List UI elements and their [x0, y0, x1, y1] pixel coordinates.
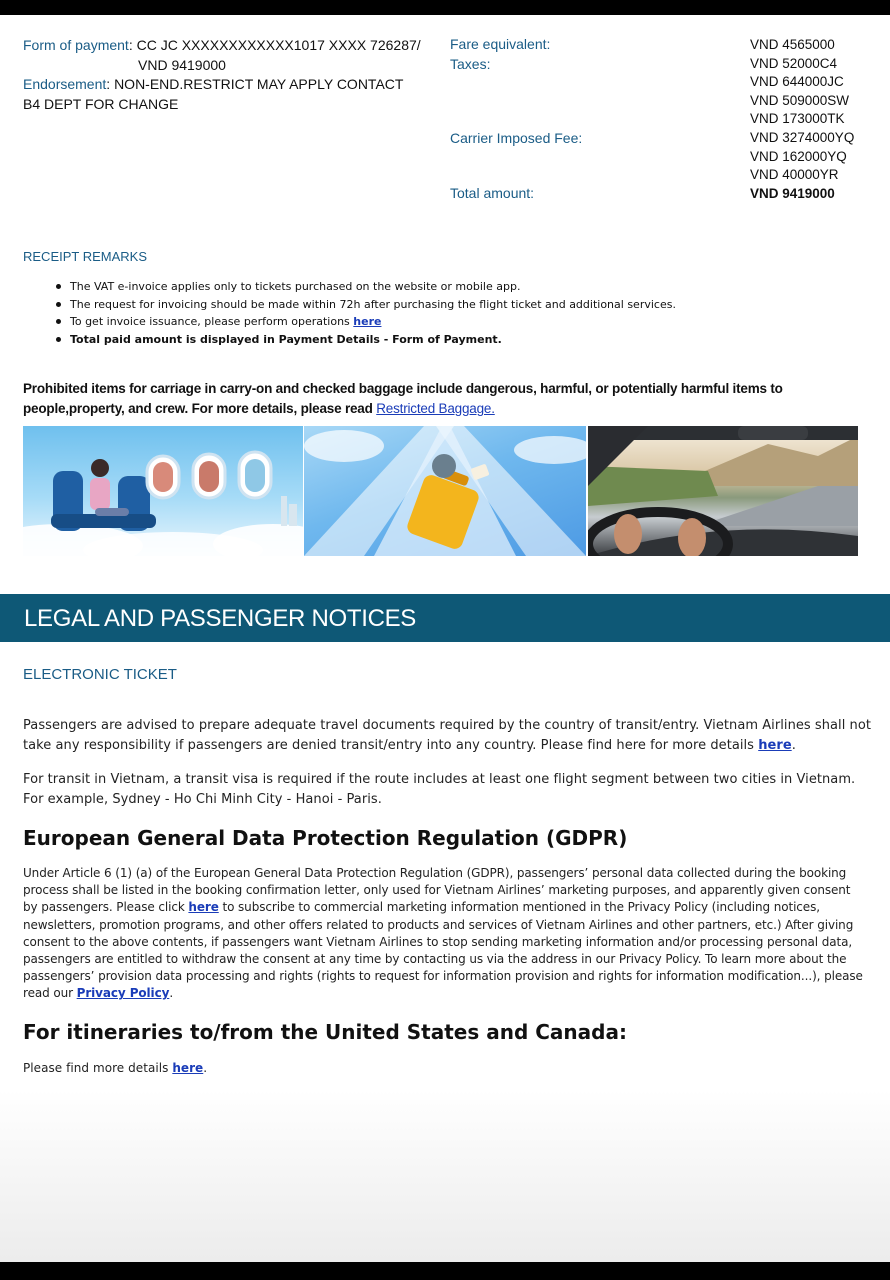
total-amount-label: Total amount: [450, 185, 535, 201]
restricted-baggage-link[interactable]: Restricted Baggage. [376, 401, 495, 416]
gdpr-text-b: to subscribe to commercial marketing information mentioned in the Privacy Policy (including notices, newsletters, promotion programs, and other offers related to products and services of Vietnam Airlines and other partners, etc.) After giving consent to the above contents, if passengers want Vietnam Airlines to stop sending marketing information and/or processing personal data, passengers are entitled to withdraw the consent at any time by contacting us via the address in our Privacy Policy. To learn more about the passengers’ provision data processing and rights (rights to request for information provision and rights for information modification...), please read our [23, 900, 863, 1001]
banner-cabin-image [23, 426, 303, 556]
banner-driving-image [588, 426, 858, 556]
page-bottom-fade [0, 1090, 890, 1262]
carrier-fee-amount: VND 3274000YQ [750, 129, 855, 145]
endorsement-row: Endorsement: NON-END.RESTRICT MAY APPLY CONTACT [23, 76, 404, 92]
form-of-payment-label: Form of payment [23, 37, 129, 53]
invoice-text: To get invoice issuance, please perform operations [70, 315, 350, 328]
transit-visa-paragraph: For transit in Vietnam, a transit visa is required if the route includes at least one flight segment between two cities in Vietnam. For example, Sydney - Ho Chi Minh City - Hanoi - Paris. [23, 772, 856, 807]
banner-luggage-image [304, 426, 586, 556]
form-of-payment-value-2: VND 9419000 [138, 56, 226, 73]
fare-amount: VND 4565000 [750, 37, 835, 52]
carrier-fee-amount: VND 162000YQ [750, 148, 847, 164]
list-item: Total paid amount is displayed in Payment Details - Form of Payment. [70, 331, 676, 349]
tax-amount: VND 644000JC [750, 74, 844, 90]
prohibited-items-notice [23, 379, 868, 419]
carrier-fee-amount: VND 40000YR [750, 167, 839, 183]
payment-details [23, 36, 438, 114]
transit-documents-text: Passengers are advised to prepare adequate travel documents required by the country of transit/entry. Vietnam Airlines shall not take any responsibility if passengers are denied transit/entry into any country. Please find here for more details [23, 718, 871, 753]
receipt-remarks-title: RECEIPT REMARKS [23, 249, 148, 264]
fare-amounts [750, 36, 854, 203]
us-canada-heading: For itineraries to/from the United States and Canada: [23, 1020, 627, 1044]
gdpr-paragraph: Under Article 6 (1) (a) of the European General Data Protection Regulation (GDPR), passengers’ personal data collected during the booking process shall be listed in the booking confirmation letter, only used for Vietnam Airlines’ marketing purposes, and apparently given consent by passengers. Please click here to subscribe to commercial marketing information mentioned in the Privacy Policy (including notices, newsletters, promotion programs, and other offers related to products and services of Vietnam Airlines and other partners, etc.) After giving consent to the above contents, if passengers want Vietnam Airlines to stop sending marketing information and/or processing personal data, passengers are entitled to withdraw the consent at any time by contacting us via the address in our Privacy Policy. To learn more about the passengers’ provision data processing and rights (rights to request for information provision and rights for information modification...), please read our Privacy Policy. [23, 866, 863, 1001]
transit-documents-paragraph: Passengers are advised to prepare adequate travel documents required by the country of transit/entry. Vietnam Airlines shall not take any responsibility if passengers are denied transit/entry into any country. Please find here for more details here. [23, 718, 871, 753]
prohibited-items-text: Prohibited items for carriage in carry-on and checked baggage include dangerous, harmful, or potentially harmful items to people,property, and crew. For more details, please read [23, 381, 783, 416]
tax-amount: VND 52000C4 [750, 55, 838, 71]
electronic-ticket-title: ELECTRONIC TICKET [23, 666, 177, 683]
endorsement-value: NON-END.RESTRICT MAY APPLY CONTACT [114, 76, 404, 92]
taxes-label: Taxes: [450, 56, 491, 72]
luggage-illustration [304, 426, 586, 556]
privacy-policy-link[interactable]: Privacy Policy [76, 986, 170, 1001]
us-canada-text: Please find more details [23, 1061, 169, 1075]
total-amount-value: VND 9419000 [750, 185, 835, 201]
gdpr-heading: European General Data Protection Regulation (GDPR) [23, 826, 628, 850]
endorsement-value-2: B4 DEPT FOR CHANGE [23, 95, 179, 112]
form-of-payment-value: CC JC XXXXXXXXXXXX1017 XXXX 726287/ [136, 37, 421, 53]
travel-documents-here-link[interactable]: here [758, 738, 792, 753]
fare-equivalent-label: Fare equivalent: [450, 36, 551, 52]
list-item [70, 313, 676, 331]
top-black-bar [0, 0, 890, 15]
endorsement-label: Endorsement [23, 76, 107, 92]
list-item: The VAT e-invoice applies only to tickets purchased on the website or mobile app. [70, 278, 676, 296]
gdpr-subscribe-here-link[interactable]: here [188, 900, 219, 915]
us-canada-here-link[interactable]: here [172, 1061, 204, 1075]
us-canada-paragraph: Please find more details here. [23, 1061, 208, 1075]
car-interior-illustration [588, 426, 858, 556]
tax-amount: VND 173000TK [750, 111, 845, 127]
gdpr-text-a: Under Article 6 (1) (a) of the European General Data Protection Regulation (GDPR), passengers’ personal data collected during the booking process shall be listed in the booking confirmation letter, only used for Vietnam Airlines’ marketing purposes, and apparently given consent by passengers. Please click [23, 866, 851, 915]
bottom-black-bar [0, 1262, 890, 1280]
cabin-illustration [23, 426, 303, 556]
receipt-remarks-list [70, 278, 676, 348]
list-item: The request for invoicing should be made within 72h after purchasing the flight ticket and additional services. [70, 296, 676, 314]
invoice-here-link[interactable]: here [353, 315, 382, 328]
form-of-payment-row: Form of payment: CC JC XXXXXXXXXXXX1017 XXXX 726287/ [23, 37, 421, 53]
tax-amount: VND 509000SW [750, 92, 850, 108]
carrier-fee-label: Carrier Imposed Fee: [450, 130, 583, 146]
legal-notices-title: LEGAL AND PASSENGER NOTICES [24, 605, 417, 632]
legal-notices-bar [0, 594, 890, 642]
